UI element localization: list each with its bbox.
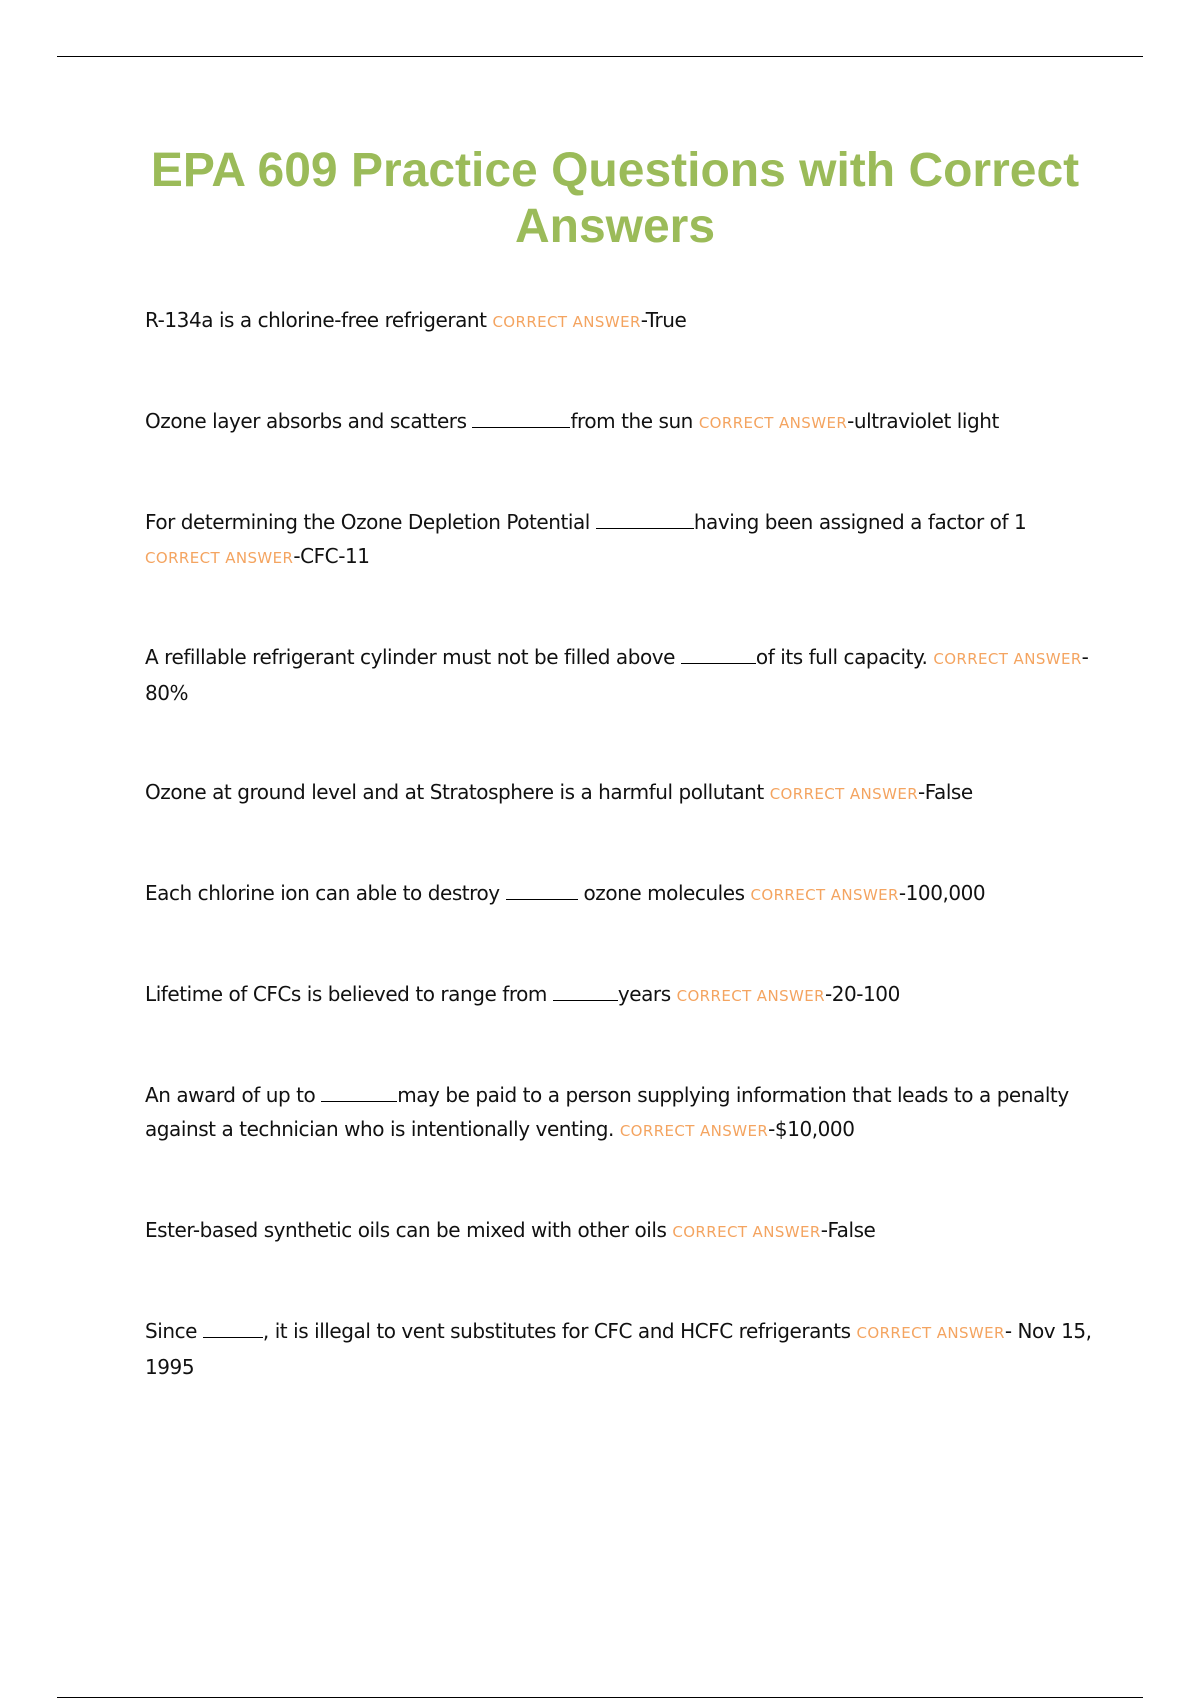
question-text: A refillable refrigerant cylinder must not be filled above (145, 645, 681, 669)
question-text-continued: , it is illegal to vent substitutes for CFC and HCFC refrigerants (262, 1319, 857, 1343)
question-1 (145, 303, 1095, 339)
answer-blank (681, 662, 756, 664)
question-8 (145, 1078, 1095, 1148)
question-text: Ozone layer absorbs and scatters (145, 409, 473, 433)
answer-text: -$10,000 (768, 1117, 855, 1141)
question-text: Lifetime of CFCs is believed to range from (145, 982, 553, 1006)
correct-answer-label: CORRECT ANSWER (933, 650, 1082, 668)
top-rule (57, 56, 1143, 57)
correct-answer-label: CORRECT ANSWER (619, 1122, 769, 1140)
question-text-continued: of its full capacity. (755, 645, 934, 669)
question-text-continued: ozone molecules (577, 881, 751, 905)
question-text: Each chlorine ion can able to destroy (145, 881, 506, 905)
answer-blank (472, 426, 570, 428)
question-text-continued: having been assigned a factor of 1 (693, 510, 1027, 534)
question-10 (145, 1314, 1095, 1384)
answer-blank (553, 999, 618, 1001)
correct-answer-label: CORRECT ANSWER (750, 886, 899, 904)
question-text-continued: years (617, 982, 677, 1006)
question-5 (145, 775, 1095, 811)
question-text: Ester-based synthetic oils can be mixed with other oils (145, 1218, 673, 1242)
correct-answer-label: CORRECT ANSWER (769, 785, 919, 803)
question-text: Since (145, 1319, 203, 1343)
answer-text: -ultraviolet light (847, 409, 999, 433)
answer-text: -False (820, 1218, 876, 1242)
question-2 (145, 404, 1095, 440)
answer-text: -80% (145, 645, 1089, 705)
answer-text: -20-100 (824, 982, 900, 1006)
question-9 (145, 1213, 1095, 1249)
question-text-continued: from the sun (570, 409, 699, 433)
answer-blank (596, 527, 694, 529)
answer-blank (203, 1336, 263, 1338)
question-text: An award of up to (145, 1083, 322, 1107)
answer-blank (321, 1100, 397, 1102)
answer-text: -CFC-11 (293, 544, 370, 568)
answer-text: -100,000 (898, 881, 986, 905)
question-text-continued: may be paid to a person supplying information that leads to a penalty against a technician who is intentionally venting. (145, 1083, 1069, 1141)
correct-answer-label: CORRECT ANSWER (676, 987, 825, 1005)
answer-text: -True (640, 308, 687, 332)
question-text: R-134a is a chlorine-free refrigerant (145, 308, 493, 332)
question-6 (145, 876, 1095, 912)
correct-answer-label: CORRECT ANSWER (492, 313, 641, 331)
correct-answer-label: CORRECT ANSWER (698, 414, 848, 432)
question-text: Ozone at ground level and at Stratosphere is a harmful pollutant (145, 780, 770, 804)
document-title: EPA 609 Practice Questions with Correct Answers (150, 144, 1080, 253)
correct-answer-label: CORRECT ANSWER (145, 549, 294, 567)
question-text: For determining the Ozone Depletion Potential (145, 510, 596, 534)
correct-answer-label: CORRECT ANSWER (672, 1223, 821, 1241)
question-3 (145, 505, 1095, 575)
question-4 (145, 640, 1095, 710)
correct-answer-label: CORRECT ANSWER (856, 1324, 1005, 1342)
answer-blank (506, 898, 578, 900)
answer-text: -False (918, 780, 973, 804)
question-7 (145, 977, 1095, 1013)
answer-text: - Nov 15, 1995 (145, 1319, 1092, 1379)
bottom-rule (57, 1697, 1143, 1698)
